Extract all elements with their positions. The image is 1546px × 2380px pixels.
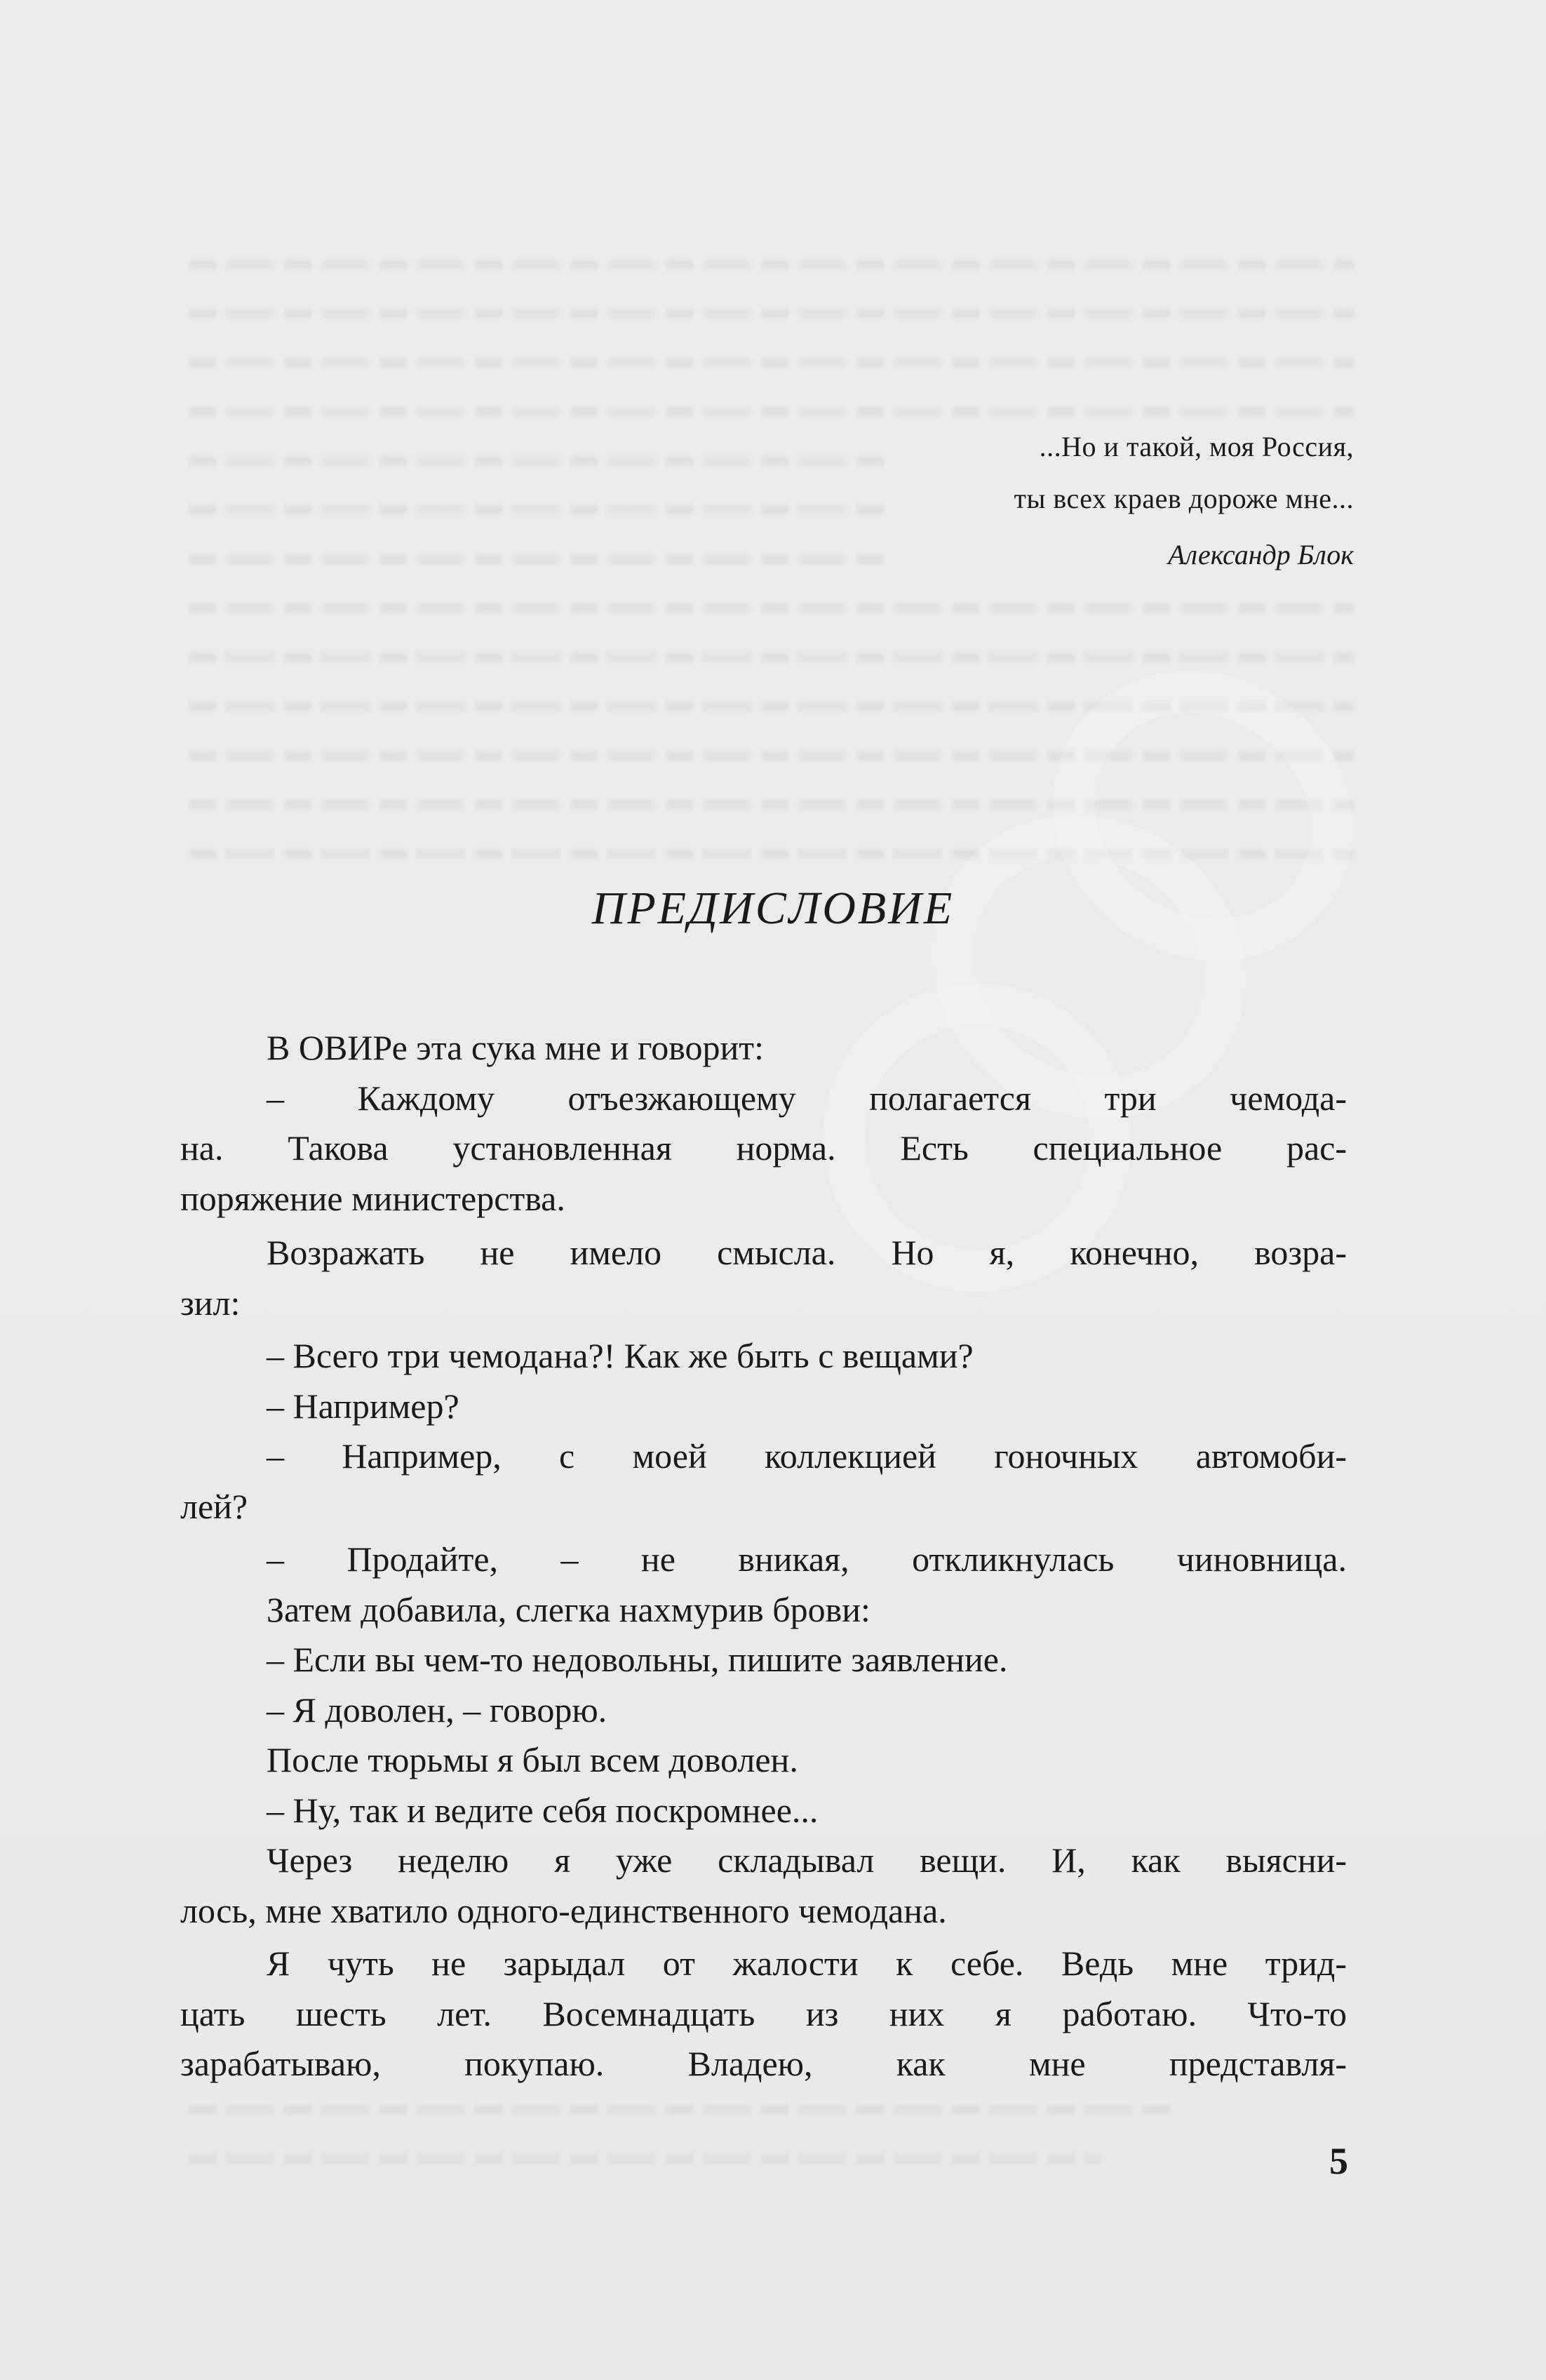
text-line: – Например? xyxy=(267,1386,459,1426)
bleed-through-line xyxy=(189,653,1354,662)
text-line: лось, мне хватило одного-единственного чемодана. xyxy=(180,1890,947,1930)
text-line: зарабатываю, покупаю. Владею, как мне представля- xyxy=(180,2044,1347,2083)
bleed-through-line xyxy=(189,2154,1101,2164)
epigraph-line: ты всех краев дороже мне... xyxy=(1014,483,1354,514)
body-text xyxy=(180,1023,1347,2090)
bleed-through-line xyxy=(189,554,891,564)
bleed-through-line xyxy=(189,309,1354,319)
chapter-title: ПРЕДИСЛОВИЕ xyxy=(591,883,955,934)
text-line: – Я доволен, – говорю. xyxy=(267,1690,607,1730)
text-line: Через неделю я уже складывал вещи. И, как выясни- xyxy=(267,1840,1347,1880)
text-line: – Ну, так и ведите себя поскромнее... xyxy=(267,1790,819,1830)
text-line: цать шесть лет. Восемнадцать из них я работаю. Что-то xyxy=(180,1993,1347,2033)
epigraph xyxy=(1014,421,1355,581)
text-line: на. Такова установленная норма. Есть специальное рас- xyxy=(180,1128,1347,1168)
epigraph-line: ...Но и такой, моя Россия, xyxy=(1039,431,1354,462)
bleed-through-line xyxy=(189,456,891,466)
bleed-through-line xyxy=(189,2105,1171,2115)
text-line: – Если вы чем-то недовольны, пишите заявление. xyxy=(267,1640,1008,1679)
text-line: – Всего три чемодана?! Как же быть с вещами? xyxy=(267,1336,974,1375)
text-line: После тюрьмы я был всем доволен. xyxy=(267,1740,798,1779)
text-line: – Каждому отъезжающему полагается три чемода- xyxy=(267,1078,1347,1118)
bleed-through-line xyxy=(189,358,1354,368)
bleed-through-line xyxy=(189,260,1354,269)
page-number: 5 xyxy=(1329,2140,1348,2182)
text-line: лей? xyxy=(180,1486,248,1526)
bleed-through-line xyxy=(189,603,1354,613)
bleed-through-line xyxy=(189,505,891,515)
text-line: Затем добавила, слегка нахмурив брови: xyxy=(267,1589,871,1629)
text-line: – Продайте, – не вникая, откликнулась чиновница. xyxy=(267,1539,1347,1579)
text-line: В ОВИРе эта сука мне и говорит: xyxy=(267,1028,765,1067)
text-line: – Например, с моей коллекцией гоночных автомоби- xyxy=(267,1436,1347,1476)
text-line: зил: xyxy=(180,1283,241,1323)
text-line: Возражать не имело смысла. Но я, конечно, возра- xyxy=(267,1233,1347,1272)
text-line: Я чуть не зарыдал от жалости к себе. Ведь мне трид- xyxy=(267,1944,1347,1983)
bleed-through-line xyxy=(189,407,1354,417)
text-line: поряжение министерства. xyxy=(180,1178,565,1218)
epigraph-author: Александр Блок xyxy=(1168,539,1354,570)
